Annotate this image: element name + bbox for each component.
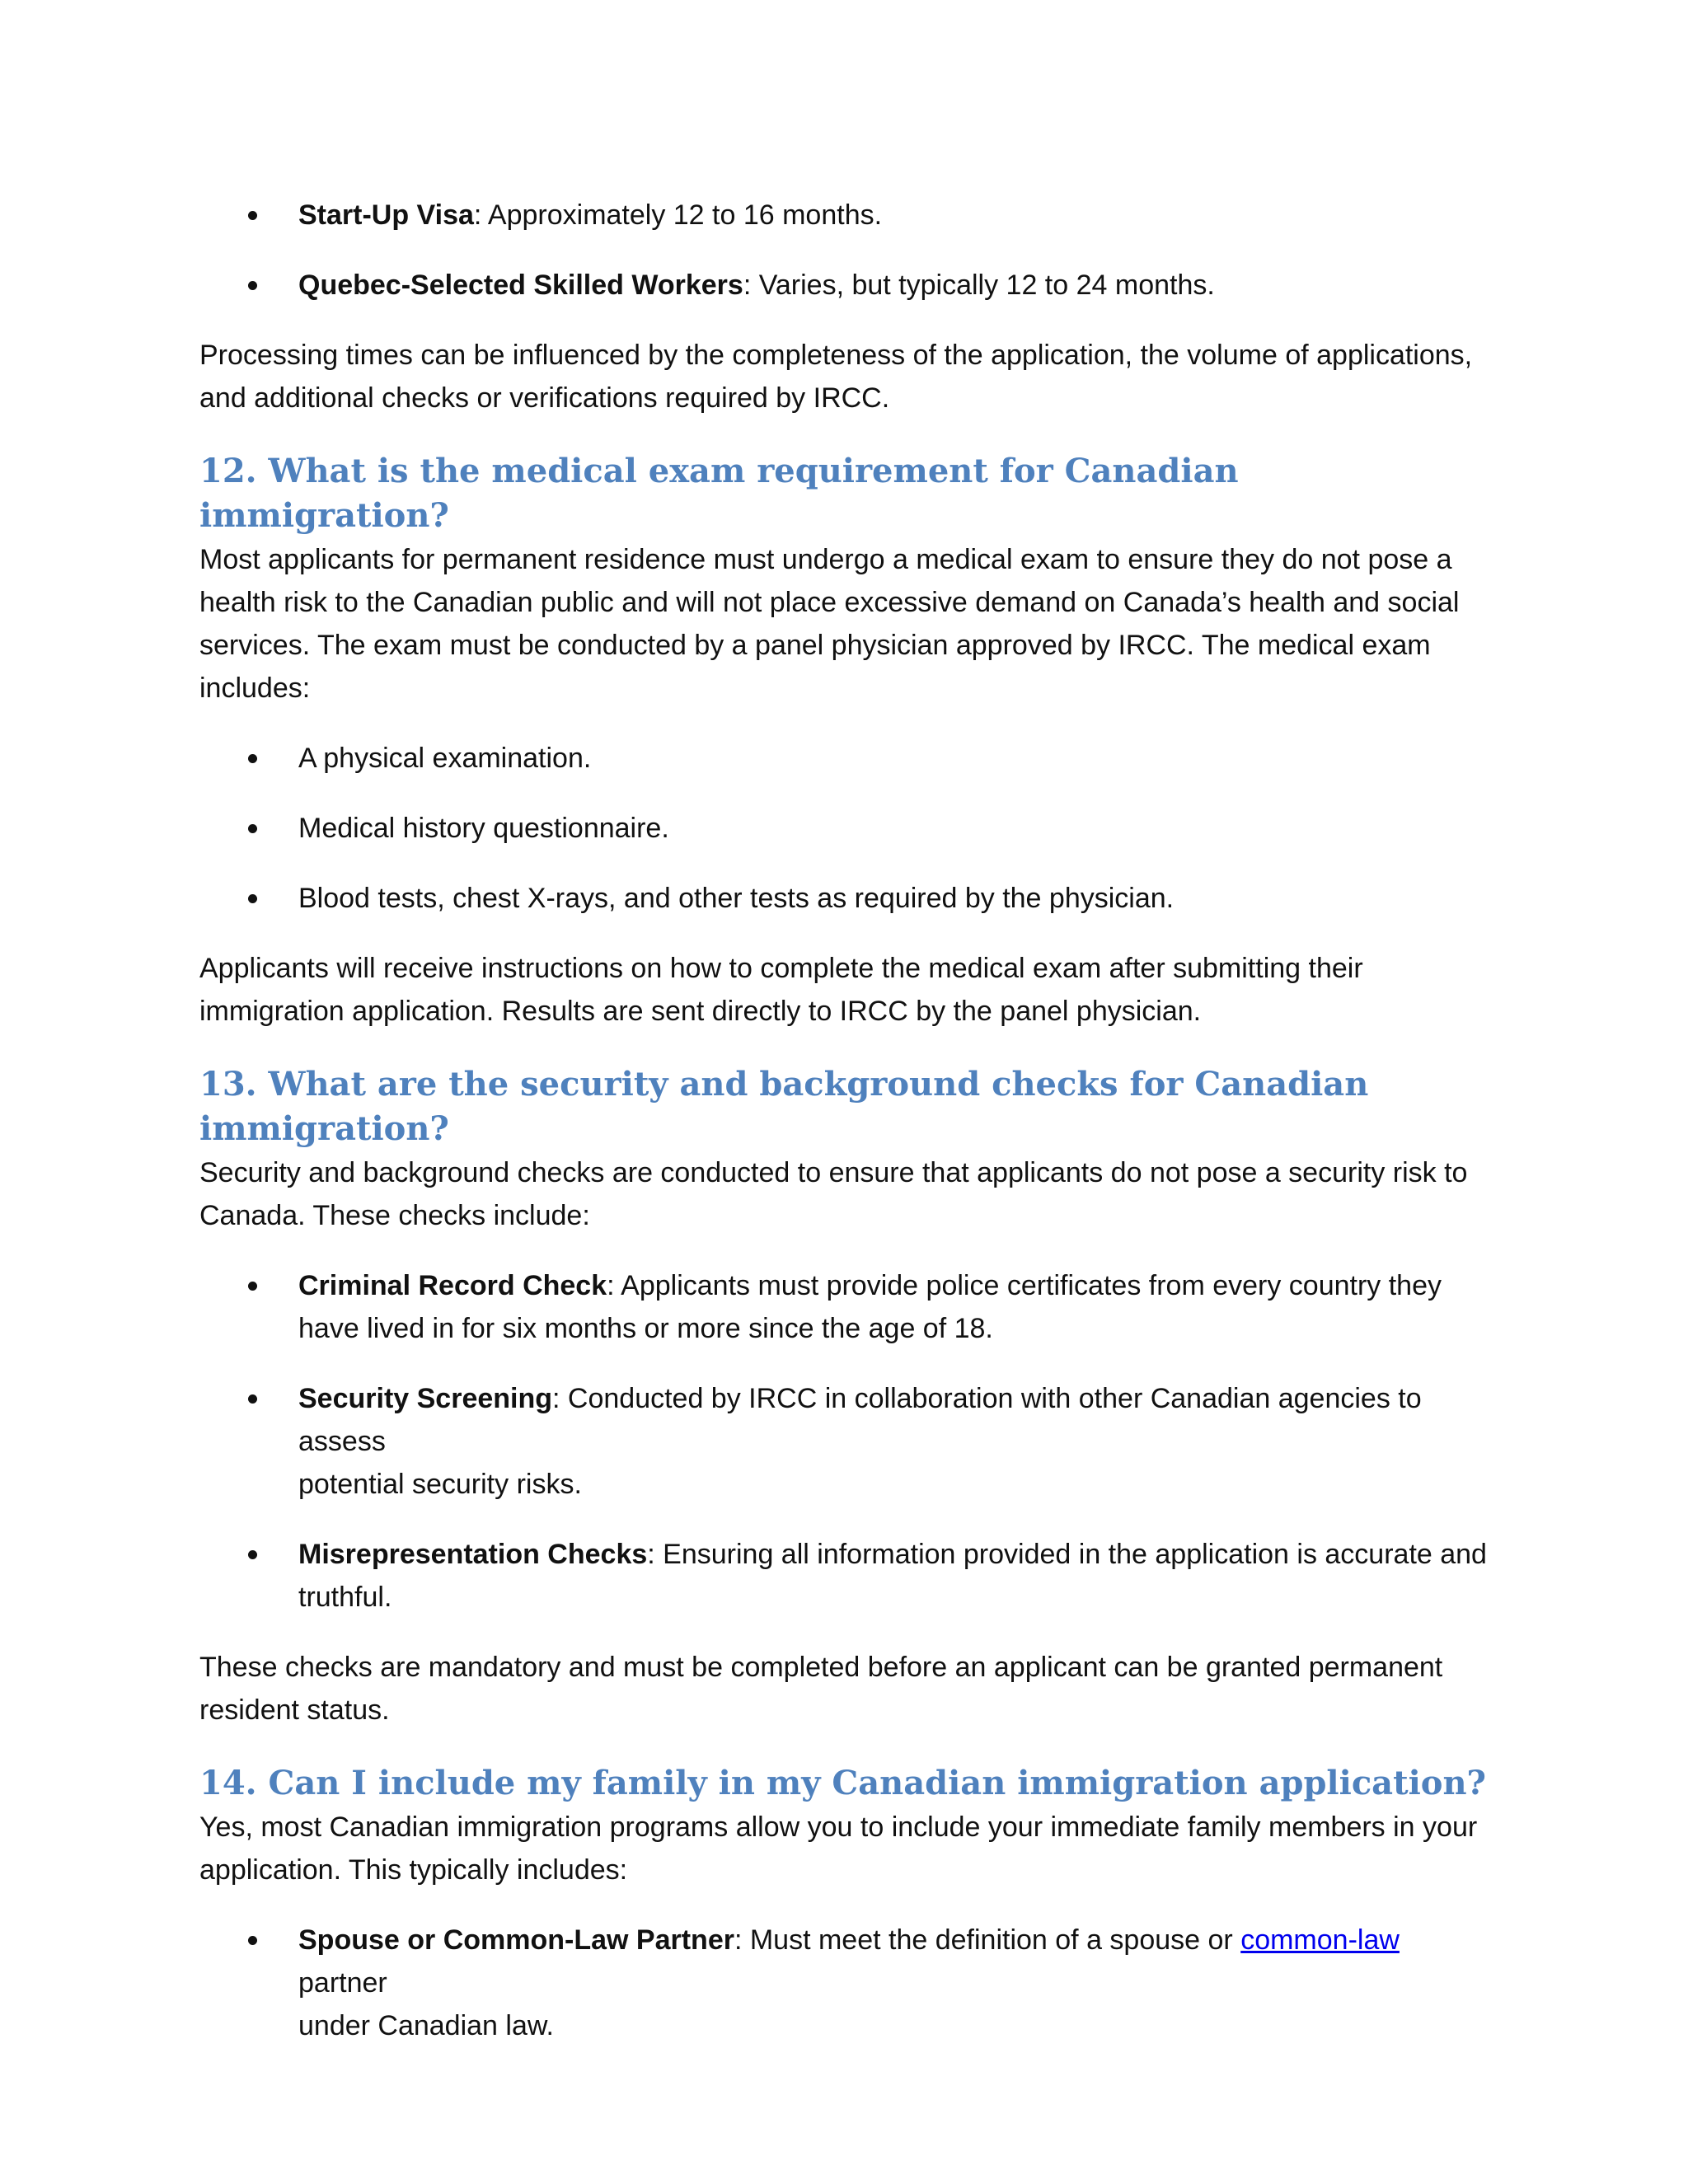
- list-item: [199, 1919, 1493, 2047]
- list-item-text: : Ensuring all information provided in the application is accurate and: [647, 1539, 1487, 1570]
- bullet-icon: [248, 1282, 257, 1291]
- bullet-icon: [248, 281, 257, 290]
- section-12-outro: [199, 947, 1493, 1033]
- bullet-icon: [248, 824, 257, 833]
- list-item-text: partner: [298, 1967, 387, 1999]
- list-item-text: : Must meet the definition of a spouse or: [734, 1924, 1241, 1956]
- list-item: [199, 264, 1493, 307]
- paragraph-line: Security and background checks are conducted to ensure that applicants do not pose a security risk to: [199, 1157, 1468, 1188]
- list-item-text: potential security risks.: [298, 1469, 582, 1500]
- list-item: [199, 1533, 1493, 1619]
- bullet-icon: [248, 754, 257, 763]
- list-item-text: A physical examination.: [298, 743, 592, 774]
- list-item-term: Misrepresentation Checks: [298, 1539, 648, 1570]
- processing-note: [199, 334, 1493, 419]
- bullet-icon: [248, 211, 257, 220]
- section-13-heading: 13. What are the security and background checks for Canadian immigration?: [199, 1065, 1369, 1148]
- list-item: [199, 1377, 1493, 1506]
- section-12-intro: [199, 538, 1493, 710]
- list-item: [199, 1264, 1493, 1350]
- section-13-outro: [199, 1646, 1493, 1732]
- paragraph-line: Yes, most Canadian immigration programs allow you to include your immediate family members in your: [199, 1811, 1478, 1843]
- list-item-text: : Conducted by IRCC in collaboration with other Canadian agencies to assess: [298, 1383, 1422, 1457]
- bullet-icon: [248, 1936, 257, 1945]
- section-13-intro: [199, 1151, 1493, 1237]
- list-item-term: Spouse or Common-Law Partner: [298, 1924, 734, 1956]
- list-item-text: truthful.: [298, 1582, 392, 1613]
- list-item-text: : Approximately 12 to 16 months.: [473, 199, 883, 231]
- paragraph-line: Most applicants for permanent residence must undergo a medical exam to ensure they do not pose a: [199, 544, 1452, 575]
- list-item-text: : Applicants must provide police certificates from every country they: [607, 1270, 1442, 1301]
- family-members-list: [199, 1919, 1493, 2047]
- list-item: [199, 194, 1493, 237]
- list-item-text: : Varies, but typically 12 to 24 months.: [743, 269, 1215, 301]
- list-item: [199, 737, 1493, 780]
- section-12-heading: 12. What is the medical exam requirement for Canadian immigration?: [199, 452, 1239, 535]
- paragraph-line: resident status.: [199, 1694, 390, 1726]
- paragraph-line: application. This typically includes:: [199, 1854, 628, 1886]
- list-item-text: Blood tests, chest X-rays, and other tests as required by the physician.: [298, 883, 1175, 914]
- paragraph-line: health risk to the Canadian public and will not place excessive demand on Canada’s health and social: [199, 587, 1460, 618]
- list-item: [199, 807, 1493, 850]
- section-14-intro: [199, 1806, 1493, 1891]
- list-item-term: Quebec-Selected Skilled Workers: [298, 269, 743, 301]
- paragraph-line: and additional checks or verifications required by IRCC.: [199, 382, 890, 414]
- paragraph-line: These checks are mandatory and must be completed before an applicant can be granted permanent: [199, 1652, 1443, 1683]
- medical-exam-list: [199, 737, 1493, 920]
- list-item-term: Start-Up Visa: [298, 199, 474, 231]
- bullet-icon: [248, 894, 257, 903]
- document-content: [199, 194, 1493, 2047]
- paragraph-line: immigration application. Results are sent directly to IRCC by the panel physician.: [199, 996, 1202, 1027]
- paragraph-line: Canada. These checks include:: [199, 1200, 590, 1231]
- paragraph-line: includes:: [199, 673, 311, 704]
- list-item-text: under Canadian law.: [298, 2010, 555, 2041]
- processing-times-list: [199, 194, 1493, 307]
- list-item-term: Criminal Record Check: [298, 1270, 607, 1301]
- list-item: [199, 877, 1493, 920]
- paragraph-line: Applicants will receive instructions on how to complete the medical exam after submitting their: [199, 953, 1363, 984]
- bullet-icon: [248, 1550, 257, 1559]
- section-14-heading: 14. Can I include my family in my Canadian immigration application?: [199, 1764, 1486, 1802]
- bullet-icon: [248, 1394, 257, 1404]
- list-item-term: Security Screening: [298, 1383, 553, 1414]
- common-law-link[interactable]: common-law: [1240, 1924, 1400, 1956]
- list-item-text: Medical history questionnaire.: [298, 813, 669, 844]
- list-item-text: have lived in for six months or more since the age of 18.: [298, 1313, 993, 1344]
- paragraph-line: services. The exam must be conducted by a panel physician approved by IRCC. The medical exam: [199, 630, 1431, 661]
- security-checks-list: [199, 1264, 1493, 1619]
- paragraph-line: Processing times can be influenced by the completeness of the application, the volume of applications,: [199, 340, 1473, 371]
